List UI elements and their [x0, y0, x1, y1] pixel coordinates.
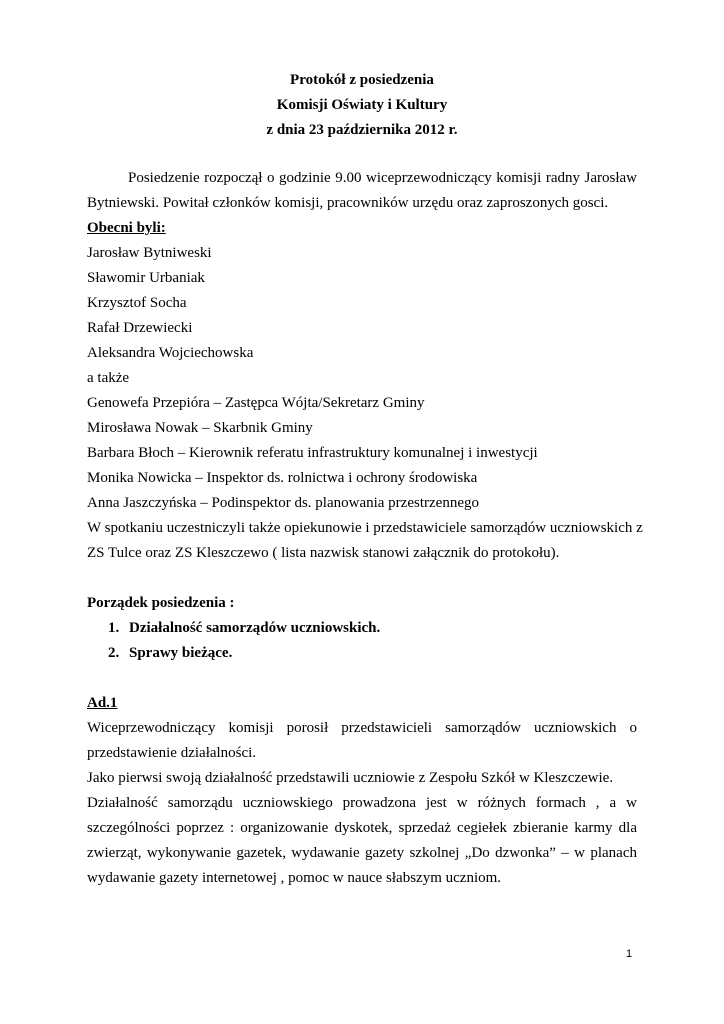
agenda-item-text: Działalność samorządów uczniowskich. [129, 620, 381, 636]
document-body [87, 166, 643, 891]
ad1-paragraph-1-line-2: przedstawienie działalności. [87, 745, 257, 761]
ad1-paragraph-3-line-2: szczególności poprzez : organizowanie dyskotek, sprzedaż cegiełek zbieranie karmy dla [87, 820, 637, 836]
guest-item: Monika Nowicka – Inspektor ds. rolnictwa i ochrony środowiska [87, 470, 478, 486]
intro-line-1: Posiedzenie rozpoczął o godzinie 9.00 wiceprzewodniczący komisji radny Jarosław [128, 170, 637, 186]
attendance-heading: Obecni byli: [87, 220, 166, 236]
agenda-item-number: 2. [108, 645, 120, 661]
ad1-paragraph-1-line-1: Wiceprzewodniczący komisji porosił przedstawicieli samorządów uczniowskich o [87, 720, 637, 736]
ad1-paragraph-3-line-4: wydawanie gazety internetowej , pomoc w nauce słabszym uczniom. [87, 870, 502, 886]
member-item: Jarosław Bytniweski [87, 245, 212, 261]
title-line-3: z dnia 23 października 2012 r. [266, 122, 458, 138]
agenda-item [87, 616, 637, 641]
guest-item: Barbara Błoch – Kierownik referatu infrastruktury komunalnej i inwestycji [87, 445, 538, 461]
agenda-item-number: 1. [108, 620, 120, 636]
agenda-item [87, 641, 637, 666]
attendance-note-line-2: ZS Tulce oraz ZS Kleszczewo ( lista nazwisk stanowi załącznik do protokołu). [87, 545, 560, 561]
document-title [0, 68, 724, 143]
page-number: 1 [626, 948, 633, 960]
agenda-item-text: Sprawy bieżące. [129, 645, 233, 661]
guest-item: Mirosława Nowak – Skarbnik Gminy [87, 420, 313, 436]
ad1-paragraph-3-line-1: Działalność samorządu uczniowskiego prowadzona jest w różnych formach , a w [87, 795, 637, 811]
ad1-paragraph-3-line-3: zwierząt, wykonywanie gazetek, wydawanie gazety szkolnej „Do dzwonka” – w planach [87, 845, 637, 861]
spacer [87, 666, 637, 691]
also-label: a także [87, 370, 130, 386]
ad1-paragraph-2: Jako pierwsi swoją działalność przedstawili uczniowie z Zespołu Szkół w Kleszczewie. [87, 770, 614, 786]
attendance-note-line-1: W spotkaniu uczestniczyli także opiekunowie i przedstawiciele samorządów uczniowskich z [87, 520, 643, 536]
member-item: Krzysztof Socha [87, 295, 187, 311]
member-item: Aleksandra Wojciechowska [87, 345, 254, 361]
member-item: Rafał Drzewiecki [87, 320, 193, 336]
member-item: Sławomir Urbaniak [87, 270, 205, 286]
title-line-1: Protokół z posiedzenia [290, 72, 434, 88]
agenda-heading: Porządek posiedzenia : [87, 595, 235, 611]
guest-item: Genowefa Przepióra – Zastępca Wójta/Sekretarz Gminy [87, 395, 425, 411]
spacer [87, 566, 637, 591]
intro-line-2: Bytniewski. Powitał członków komisji, pracowników urzędu oraz zaproszonych gosci. [87, 195, 609, 211]
ad1-heading: Ad.1 [87, 695, 118, 711]
agenda-list [87, 616, 637, 666]
guest-item: Anna Jaszczyńska – Podinspektor ds. planowania przestrzennego [87, 495, 479, 511]
title-line-2: Komisji Oświaty i Kultury [276, 97, 448, 113]
